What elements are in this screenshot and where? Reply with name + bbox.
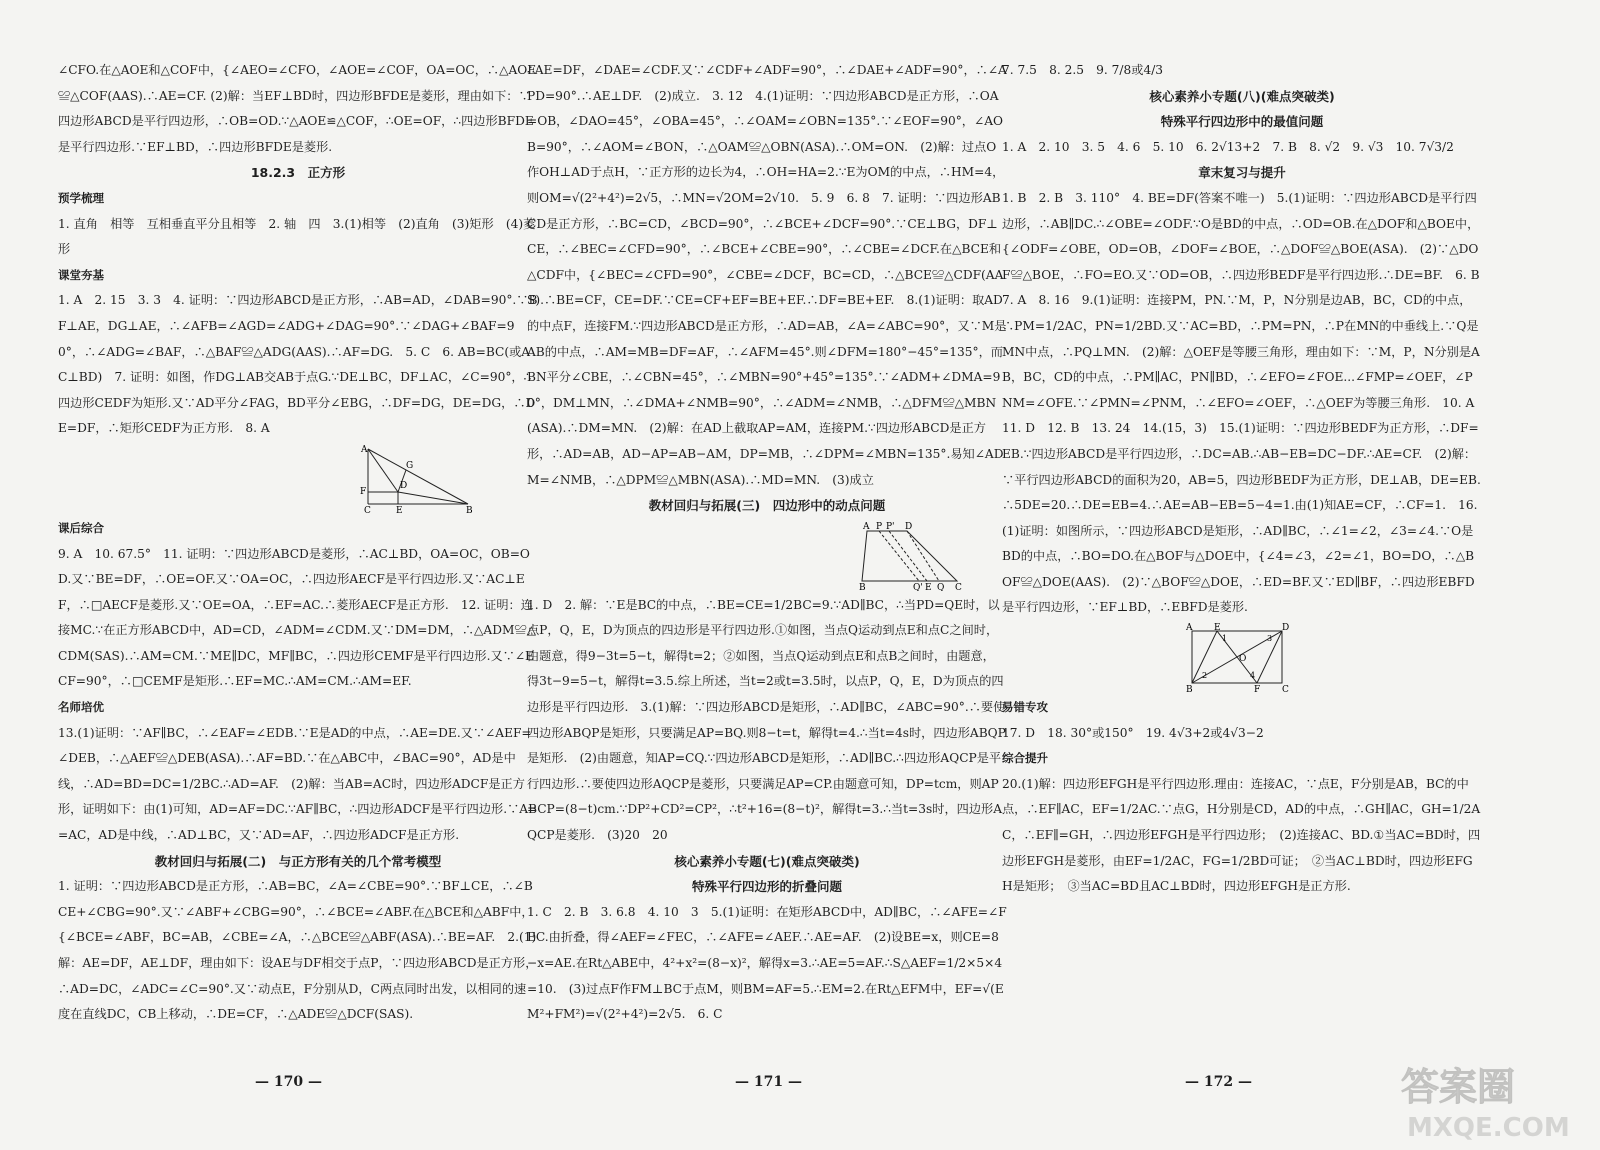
svg-text:答案圈: 答案圈 xyxy=(1401,1065,1516,1109)
fig-label: A xyxy=(361,444,368,455)
column-page-171 xyxy=(527,58,1007,1028)
trapezoid-figure xyxy=(857,521,967,591)
section-heading: 教材回归与拓展(二) 与正方形有关的几个常考模型 xyxy=(154,853,442,869)
subsection-heading: 名师培优 xyxy=(58,700,104,715)
fig-label: D xyxy=(905,521,913,532)
fig-label: P' xyxy=(886,521,895,532)
answer-block: 1. B 2. B 3. 110° 4. BE=DF(答案不唯一) 5.(1)证明：∵四边形ABCD是平行四边形，∴AB∥DC.∴∠OBE=∠ODF.∵O是BD的中点，∴OD=OB.在△DOF和△BOE中，{∠ODF=∠OBE，OD=OB，∠DOF=∠BOE，∴△DOF≌△BOE(ASA). (2)∵△DOF≌△BOE，∴FO=EO.又∵OD=OB，∴四边形BEDF是平行四边形.∴DE=BF. 6. B 7. A 8. 16 9.(1)证明：连接PM，PN.∵M，P，N分别是边AB，BC，CD的中点，∴PM=1/2AC，PN=1/2BD.又∵AC=BD，∴PM=PN，∴P在MN的中垂线上.∵Q是MN中点，∴PQ⊥MN. (2)解：△OEF是等腰三角形，理由如下：∵M，P，N分别是AB，BC，CD的中点，∴PM∥AC，PN∥BD，∴∠EFO=∠FOE...∠FMP=∠OEF，∠PNM=∠OFE.∵∠PMN=∠PNM，∴∠EFO=∠OEF，∴△OEF为等腰三角形. 10. A 11. D 12. B 13. 24 14.(15，3) 15.(1)证明：∵四边形BEDF为正方形，∴DF=EB.∵四边形ABCD是平行四边形，∴DC=AB.∴AB−EB=DC−DF.∴AE=CF. (2)解：∵平行四边形ABCD的面积为20，AB=5，四边形BEDF为正方形，DE⊥AB，DE=EB.∴5DE=20.∴DE=EB=4.∴AE=AB−EB=5−4=1.由(1)知AE=CF，∴CF=1. 16.(1)证明：如图所示，∵四边形ABCD是矩形，∴AD∥BC，∴∠1=∠2，∠3=∠4.∵O是BD的中点，∴BO=DO.在△BOF与△DOE中，{∠4=∠3，∠2=∠1，BO=DO，∴△BOF≌△DOE(AAS). (2)∵△BOF≌△DOE，∴ED=BF.又∵ED∥BF，∴四边形EBFD是平行四边形，∵EF⊥BD，∴EBFD是菱形. xyxy=(1002,190,1492,615)
watermark-logo xyxy=(1397,1056,1572,1142)
subsection-heading: 课堂夯基 xyxy=(58,267,104,282)
fig-label: P xyxy=(876,521,883,532)
fig-label: 1 xyxy=(1222,634,1228,644)
svg-text:MXQE.COM: MXQE.COM xyxy=(1407,1113,1570,1142)
section-heading: 核心素养小专题(七)(难点突破类) xyxy=(674,853,860,869)
fig-label: E xyxy=(396,505,403,514)
answer-block: ∴AE=DF，∠DAE=∠CDF.又∵∠CDF+∠ADF=90°，∴∠DAE+∠ADF=90°，∴∠APD=90°.∴AE⊥DF. (2)成立. 3. 12 4.(1)证明：∵四边形ABCD是正方形，∴OA=OB，∠DAO=45°，∠OBA=45°，∴∠OAM=∠OBN=135°.∵∠EOF=90°，∠AOB=90°，∴∠AOM=∠BON，∴△OAM≌△OBN(ASA).∴OM=ON. (2)解：过点O作OH⊥AD于点H，∵正方形的边长为4，∴OH=HA=2.∵E为OM的中点，∴HM=4，则OM=√(2²+4²)=2√5，∴MN=√2OM=2√10. 5. 9 6. 8 7. 证明：∵四边形ABCD是正方形，∴BC=CD，∠BCD=90°，∴∠BCE+∠DCF=90°.∵CE⊥BG，DF⊥CE，∴∠BEC=∠CFD=90°，∴∠BCE+∠CBE=90°，∴∠CBE=∠DCF.在△BCE和△CDF中，{∠BEC=∠CFD=90°，∠CBE=∠DCF，BC=CD，∴△BCE≌△CDF(AAS).∴BE=CF，CE=DF.∵CE=CF+EF=BE+EF.∴DF=BE+EF. 8.(1)证明：取AD的中点F，连接FM.∵四边形ABCD是正方形，∴AD=AB，∠A=∠ABC=90°，又∵M是AB的中点，∴AM=MB=DF=AF，∴∠AFM=45°.则∠DFM=180°−45°=135°，而BN平分∠CBE，∴∠CBN=45°，∴∠MBN=90°+45°=135°.∵∠ADM+∠DMA=90°，DM⊥MN，∴∠DMA+∠NMB=90°，∴∠ADM=∠NMB，∴△DFM≌△MBN(ASA).∴DM=MN. (2)解：在AD上截取AP=AM，连接PM.∵四边形ABCD是正方形，∴AD=AB，AD−AP=AB−AM，DP=MB，∴∠DPM=∠MBN=135°.易知∠ADM=∠NMB，∴△DPM≌△MBN(ASA).∴MD=MN. (3)成立 xyxy=(527,63,1007,487)
fig-label: 4 xyxy=(1250,671,1256,681)
subsection-heading: 易错专攻 xyxy=(1002,700,1048,715)
fig-label: B xyxy=(466,505,473,514)
rectangle-figure xyxy=(1182,623,1292,693)
fig-label: 2 xyxy=(1202,671,1208,681)
fig-label: Q xyxy=(937,582,945,591)
fig-label: F xyxy=(1254,685,1261,694)
fig-label: C xyxy=(364,505,371,514)
subsection-heading: 综合提升 xyxy=(1002,751,1048,766)
fig-label: C xyxy=(1282,685,1289,694)
answer-block: 17. D 18. 30°或150° 19. 4√3+2或4√3−2 xyxy=(1002,725,1264,740)
section-heading: 教材回归与拓展(三) 四边形中的动点问题 xyxy=(648,498,886,514)
fig-label: D xyxy=(400,480,408,491)
answer-block: ∠CFO.在△AOE和△COF中，{∠AEO=∠CFO，∠AOE=∠COF，OA=OC，∴△AOE≌△COF(AAS).∴AE=CF. (2)解：当EF⊥BD时，四边形BFDE是菱形，理由如下：∵四边形ABCD是平行四边形，∴OB=OD.∵△AOE≌△COF，∴OE=OF，∴四边形BFDE是平行四边形.∵EF⊥BD，∴四边形BFDE是菱形. xyxy=(58,63,537,154)
answer-block: 1. A 2. 15 3. 3 4. 证明：∵四边形ABCD是正方形，∴AB=AD，∠DAB=90°.∵BF⊥AE，DG⊥AE，∴∠AFB=∠AGD=∠ADG+∠DAG=90°.∵∠DAG+∠BAF=90°，∴∠ADG=∠BAF，∴△BAF≌△ADG(AAS).∴AF=DG. 5. C 6. AB=BC(或AC⊥BD) 7. 证明：如图，作DG⊥AB交AB于点G.∵DE⊥BC，DF⊥AC，∠C=90°，∴四边形CEDF为矩形.又∵AD平分∠FAG，BD平分∠EBG，∴DF=DG，DE=DG，∴DE=DF，∴矩形CEDF为正方形. 8. A xyxy=(58,293,538,436)
fig-label: 3 xyxy=(1267,634,1273,644)
answer-block: 7. 7.5 8. 2.5 9. 7/8或4/3 xyxy=(1002,63,1164,77)
section-heading: 核心素养小专题(八)(难点突破类) xyxy=(1149,88,1335,104)
column-page-170 xyxy=(58,58,538,1028)
answer-block: 13.(1)证明：∵AF∥BC，∴∠EAF=∠EDB.∵E是AD的中点，∴AE=DE.又∵∠AEF=∠DEB，∴△AEF≌△DEB(ASA).∴AF=BD.∵在△ABC中，∠BAC=90°，AD是中线，∴AD=BD=DC=1/2BC.∴AD=AF. (2)解：当AB=AC时，四边形ADCF是正方形，证明如下：由(1)可知，AD=AF=DC.∵AF∥BC，∴四边形ADCF是平行四边形.∵AB=AC，AD是中线，∴AD⊥BC，又∵AD=AF，∴四边形ADCF是正方形. xyxy=(58,725,538,843)
answer-block: 20.(1)解：四边形EFGH是平行四边形.理由：连接AC，∵点E，F分别是AB，BC的中点，∴EF∥AC，EF=1/2AC.∵点G，H分别是CD，AD的中点，∴GH∥AC，GH=1/2AC，∴EF∥=GH，∴四边形EFGH是平行四边形； (2)连接AC、BD.①当AC=BD时，四边形EFGH是菱形，由EF=1/2AC，FG=1/2BD可证； ②当AC⊥BD时，四边形EFGH是矩形； ③当AC=BD且AC⊥BD时，四边形EFGH是正方形. xyxy=(1002,776,1481,894)
subsection-heading: 预学梳理 xyxy=(58,190,104,205)
answer-block: 1. C 2. B 3. 6.8 4. 10 3 5.(1)证明：在矩形ABCD中，AD∥BC，∴∠AFE=∠FEC.由折叠，得∠AEF=∠FEC，∴∠AFE=∠AEF.∴AE=AF. (2)设BE=x，则CE=8−x=AE.在Rt△ABE中，4²+x²=(8−x)²，解得x=3.∴AE=5=AF.∴S△AEF=1/2×5×4=10. (3)过点F作FM⊥BC于点M，则BM=AF=5.∴EM=2.在Rt△EFM中，EF=√(EM²+FM²)=√(2²+4²)=2√5. 6. C xyxy=(527,904,1007,1022)
answer-block: 1. A 2. 10 3. 5 4. 6 5. 10 6. 2√13+2 7. B 8. √2 9. √3 10. 7√3/2 xyxy=(1002,139,1454,154)
fig-label: E xyxy=(1214,623,1221,634)
fig-label: Q' xyxy=(913,582,923,591)
fig-label: F xyxy=(360,486,367,497)
section-heading: 18.2.3 正方形 xyxy=(250,165,346,181)
section-heading: 特殊平行四边形中的最值问题 xyxy=(1160,114,1324,130)
subsection-heading: 课后综合 xyxy=(58,520,104,535)
fig-label: E xyxy=(925,582,932,591)
fig-label: A xyxy=(1186,623,1193,634)
page-number: — 170 — xyxy=(255,1074,322,1090)
answer-block: 1. 直角 相等 互相垂直平分且相等 2. 轴 四 3.(1)相等 (2)直角 (3)矩形 (4)菱形 xyxy=(58,216,536,257)
fig-label: G xyxy=(406,460,414,471)
column-page-172 xyxy=(1002,58,1492,900)
fig-label: D xyxy=(1282,623,1290,634)
fig-label: B xyxy=(1186,685,1193,694)
fig-label: C xyxy=(955,582,962,591)
page-number: — 171 — xyxy=(735,1074,802,1090)
triangle-figure xyxy=(358,444,478,514)
answer-block: 1. D 2. 解：∵E是BC的中点，∴BE=CE=1/2BC=9.∵AD∥BC，∴当PD=QE时，以点P，Q，E，D为顶点的四边形是平行四边形.①如图，当点Q运动到点E和点C之间时，由题意，得9−3t=5−t，解得t=2；②如图，当点Q运动到点E和点B之间时，由题意，得3t−9=5−t，解得t=3.5.综上所述，当t=2或t=3.5时，以点P，Q，E，D为顶点的四边形是平行四边形. 3.(1)解：∵四边形ABCD是矩形，∴AD∥BC，∠ABC=90°.∴要使四边形ABQP是矩形，只要满足AP=BQ.则8−t=t，解得t=4.∴当t=4s时，四边形ABQP是矩形. (2)由题意，知AP=CQ.∵四边形ABCD是矩形，∴AD∥BC.∴四边形AQCP是平行四边形.∴要使四边形AQCP是菱形，只要满足AP=CP.由题意可知，DP=tcm，则AP=CP=(8−t)cm.∵DP²+CD²=CP²，∴t²+16=(8−t)²，解得t=3.∴当t=3s时，四边形AQCP是菱形. (3)20 20 xyxy=(527,597,1006,843)
answer-block: 9. A 10. 67.5° 11. 证明：∵四边形ABCD是菱形，∴AC⊥BD，OA=OC，OB=OD.又∵BE=DF，∴OE=OF.又∵OA=OC，∴四边形AECF是平行四边形.又∵AC⊥EF，∴□AECF是菱形.又∵OE=OA，∴EF=AC.∴菱形AECF是正方形. 12. 证明：连接MC.∵在正方形ABCD中，AD=CD，∠ADM=∠CDM.又∵DM=DM，∴△ADM≌△CDM(SAS).∴AM=CM.∵ME∥DC，MF∥BC，∴四边形CEMF是平行四边形.又∵∠ECF=90°，∴□CEMF是矩形.∴EF=MC.∴AM=CM.∴AM=EF. xyxy=(58,546,537,689)
page-number: — 172 — xyxy=(1185,1074,1252,1090)
section-heading: 章末复习与提升 xyxy=(1198,165,1286,181)
section-heading: 特殊平行四边形的折叠问题 xyxy=(691,879,842,895)
fig-label: O xyxy=(1239,654,1247,665)
fig-label: B xyxy=(859,582,866,591)
fig-label: A xyxy=(863,521,870,532)
answer-block: 1. 证明：∵四边形ABCD是正方形，∴AB=BC，∠A=∠CBE=90°.∵BF⊥CE，∴∠BCE+∠CBG=90°.又∵∠ABF+∠CBG=90°，∴∠BCE=∠ABF.在△BCE和△ABF中，{∠BCE=∠ABF，BC=AB，∠CBE=∠A，∴△BCE≌△ABF(ASA).∴BE=AF. 2.(1)解：AE=DF，AE⊥DF，理由如下：设AE与DF相交于点P，∵四边形ABCD是正方形，∴AD=DC，∠ADC=∠C=90°.又∵动点E，F分别从D，C两点同时出发，以相同的速度在直线DC，CB上移动，∴DE=CF，∴△ADE≌△DCF(SAS). xyxy=(58,879,538,1022)
